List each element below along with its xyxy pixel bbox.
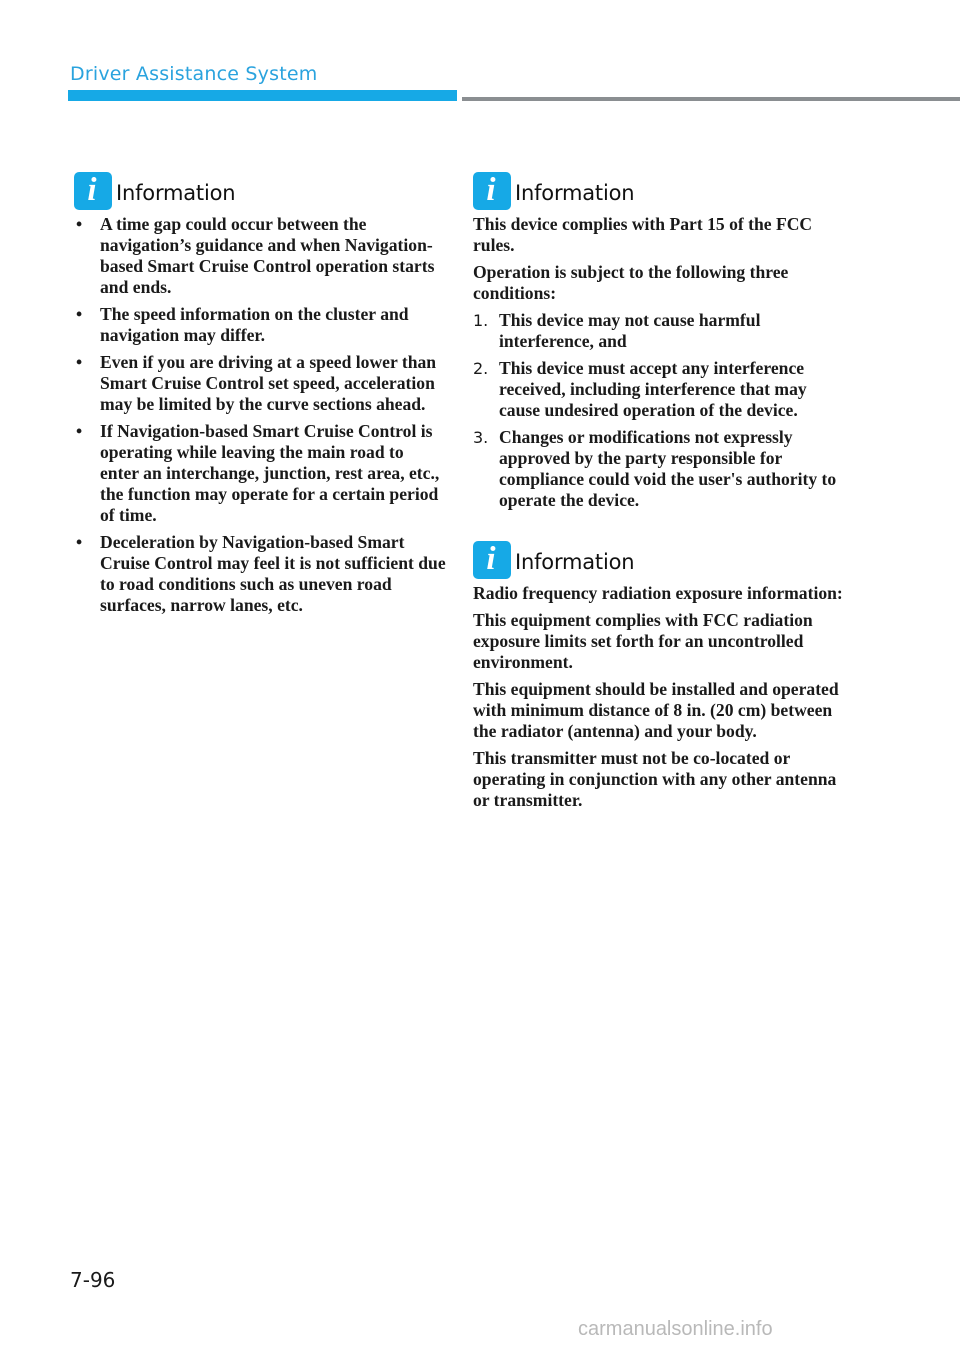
watermark: carmanualsonline.info [578, 1318, 773, 1340]
item-text: This device may not cause harmful interference, and [499, 310, 761, 351]
left-column [74, 170, 446, 622]
info-paragraph: This device complies with Part 15 of the FCC rules. [473, 214, 813, 255]
list-item: • The speed information on the cluster and navigation may differ. [74, 304, 446, 346]
info-paragraph: Operation is subject to the following three conditions: [473, 262, 789, 303]
section-title: Driver Assistance System [70, 63, 318, 85]
conditions-list [473, 310, 843, 511]
list-item [473, 427, 843, 511]
item-number: 1. [473, 311, 489, 330]
item-number: 2. [473, 359, 489, 378]
info-i-icon: i [74, 172, 112, 210]
header-rule [462, 97, 960, 101]
info-paragraph: This equipment should be installed and operated with minimum distance of 8 in. (20 cm) between the radiator (antenna) and your body. [473, 679, 839, 741]
info-paragraph: Radio frequency radiation exposure information: [473, 583, 843, 603]
info-bullet-list [74, 214, 446, 616]
info-i-icon: i [473, 541, 511, 579]
item-text: This device must accept any interference received, including interference that may cause undesired operation of the device. [499, 358, 807, 420]
info-title: Information [515, 180, 635, 205]
list-item [473, 358, 843, 421]
list-item: • A time gap could occur between the navigation’s guidance and when Navigation-based Smart Cruise Control operation starts and ends. [74, 214, 446, 298]
info-i-icon: i [473, 172, 511, 210]
info-heading [74, 170, 446, 212]
list-item: • Even if you are driving at a speed lower than Smart Cruise Control set speed, acceleration may be limited by the curve sections ahead. [74, 352, 446, 415]
list-item [473, 310, 843, 352]
info-heading [473, 170, 843, 212]
info-paragraph: This transmitter must not be co-located or operating in conjunction with any other antenna or transmitter. [473, 748, 837, 810]
list-item: • If Navigation-based Smart Cruise Control is operating while leaving the main road to enter an interchange, junction, rest area, etc., the function may operate for a certain period of time. [74, 421, 446, 526]
right-column [473, 170, 843, 817]
info-paragraph: This equipment complies with FCC radiation exposure limits set forth for an uncontrolled environment. [473, 610, 813, 672]
item-text: Changes or modifications not expressly approved by the party responsible for compliance could void the user's authority to operate the device. [499, 427, 837, 510]
info-title: Information [116, 180, 236, 205]
info-heading [473, 539, 843, 581]
list-item: • Deceleration by Navigation-based Smart Cruise Control may feel it is not sufficient due to road conditions such as uneven road surfaces, narrow lanes, etc. [74, 532, 446, 616]
page-number: 7-96 [70, 1268, 116, 1292]
item-number: 3. [473, 428, 489, 447]
header-accent-bar [68, 90, 457, 101]
info-title: Information [515, 549, 635, 574]
